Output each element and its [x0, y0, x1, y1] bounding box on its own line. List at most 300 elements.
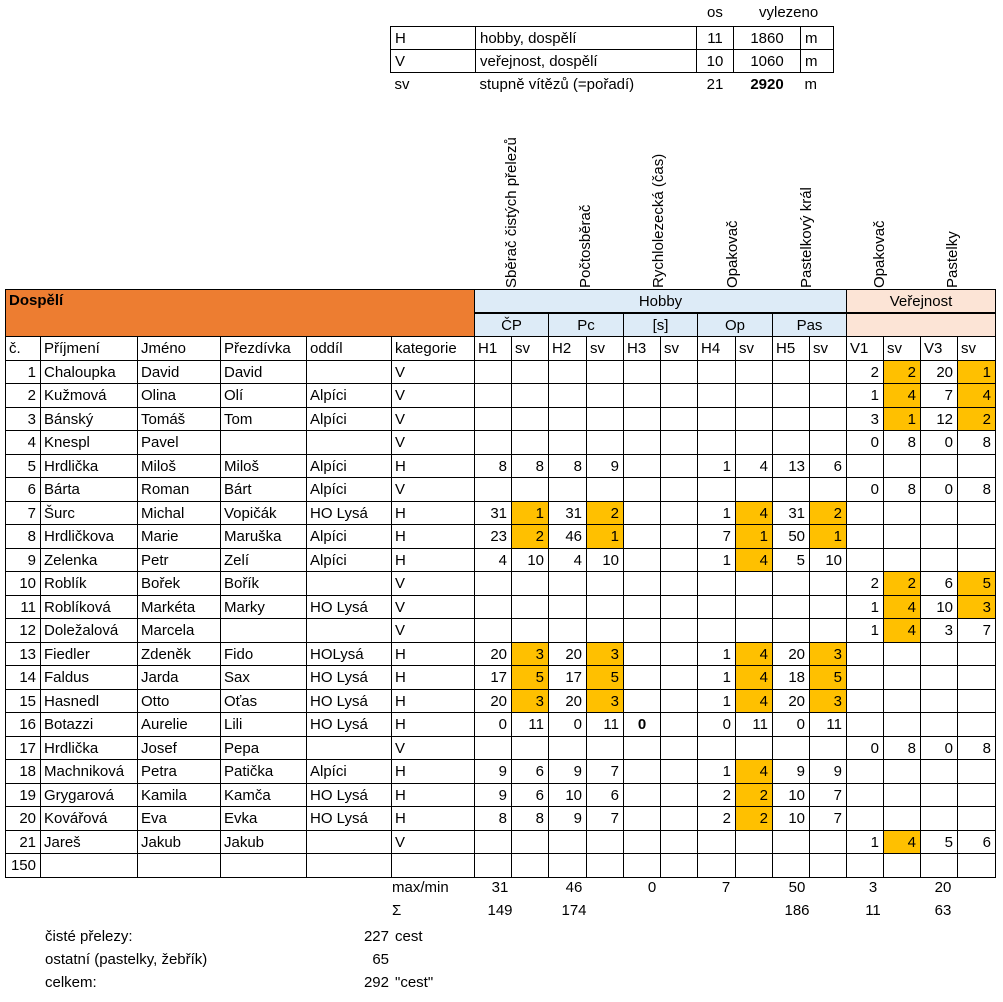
row-value — [920, 783, 958, 808]
row-value: 6 — [809, 454, 847, 479]
row-club — [306, 853, 392, 878]
row-category: H — [391, 501, 475, 526]
row-last-name: Kovářová — [40, 806, 138, 831]
row-value: 3 — [846, 407, 884, 432]
row-value: 1 — [846, 383, 884, 408]
row-value: 4 — [735, 548, 773, 573]
row-value — [883, 689, 921, 714]
row-category: V — [391, 595, 475, 620]
row-value — [623, 830, 661, 855]
row-last-name: Hasnedl — [40, 689, 138, 714]
column-header: H5 — [772, 336, 810, 361]
column-header: sv — [511, 336, 549, 361]
row-value — [660, 712, 698, 737]
row-value — [548, 383, 587, 408]
column-header: H3 — [623, 336, 661, 361]
row-value: 12 — [920, 407, 958, 432]
row-value: 20 — [548, 642, 587, 667]
row-value: 8 — [883, 477, 921, 502]
row-last-name: Botazzi — [40, 712, 138, 737]
summary-desc: stupně vítězů (=pořadí) — [479, 75, 635, 93]
row-first-name: Jakub — [137, 830, 221, 855]
row-value — [623, 501, 661, 526]
row-value: 3 — [809, 642, 847, 667]
row-value: 8 — [548, 454, 587, 479]
row-value — [920, 642, 958, 667]
maxmin-value: 20 — [934, 879, 952, 896]
row-last-name: Doležalová — [40, 618, 138, 643]
row-value: 7 — [586, 759, 624, 784]
row-value — [511, 360, 549, 385]
column-header: V3 — [920, 336, 958, 361]
summary-os: 21 — [706, 75, 724, 93]
row-value: 2 — [586, 501, 624, 526]
row-value — [809, 477, 847, 502]
row-value — [920, 689, 958, 714]
row-value — [957, 853, 996, 878]
sigma-value: 149 — [487, 902, 513, 919]
row-first-name: Eva — [137, 806, 221, 831]
row-last-name: Chaloupka — [40, 360, 138, 385]
row-value — [957, 783, 996, 808]
row-value: 6 — [511, 783, 549, 808]
row-club: HO Lysá — [306, 501, 392, 526]
row-first-name: Zdeněk — [137, 642, 221, 667]
summary-code: sv — [394, 75, 410, 93]
rotated-header-v-pas: Pastelky — [944, 231, 961, 288]
row-value — [846, 548, 884, 573]
row-value — [623, 477, 661, 502]
row-value: 6 — [511, 759, 549, 784]
row-value: 2 — [883, 571, 921, 596]
row-first-name: Aurelie — [137, 712, 221, 737]
rotated-header-pas: Pastelkový král — [798, 187, 815, 288]
row-value: 9 — [474, 759, 512, 784]
row-nickname: Fido — [220, 642, 307, 667]
row-category: H — [391, 642, 475, 667]
row-value: 10 — [586, 548, 624, 573]
row-value: 23 — [474, 524, 512, 549]
row-value — [846, 712, 884, 737]
row-value: 13 — [772, 454, 810, 479]
row-value — [474, 407, 512, 432]
row-first-name: David — [137, 360, 221, 385]
rotated-header-time: Rychlolezecká (čas) — [650, 153, 667, 288]
row-value — [623, 383, 661, 408]
row-value — [883, 501, 921, 526]
summary-os: 10 — [697, 50, 734, 73]
footer-unit: "cest" — [395, 974, 434, 991]
column-header: Přezdívka — [220, 336, 307, 361]
row-value — [735, 360, 773, 385]
row-value — [809, 595, 847, 620]
row-value: 3 — [957, 595, 996, 620]
row-nickname: Patička — [220, 759, 307, 784]
row-value: 1 — [697, 501, 736, 526]
row-value: 1 — [846, 618, 884, 643]
row-value — [548, 595, 587, 620]
row-nickname: Kamča — [220, 783, 307, 808]
row-value — [846, 853, 884, 878]
row-value — [660, 853, 698, 878]
row-club — [306, 618, 392, 643]
row-last-name: Jareš — [40, 830, 138, 855]
row-value — [735, 830, 773, 855]
row-first-name: Olina — [137, 383, 221, 408]
row-value: 0 — [920, 736, 958, 761]
group-verejnost: Veřejnost — [846, 289, 996, 313]
row-value — [957, 806, 996, 831]
column-header: sv — [957, 336, 996, 361]
summary-row — [391, 27, 834, 50]
maxmin-value: 0 — [647, 879, 657, 896]
row-first-name: Tomáš — [137, 407, 221, 432]
column-header: sv — [883, 336, 921, 361]
summary-desc: hobby, dospělí — [476, 27, 697, 50]
row-value: 0 — [623, 712, 661, 737]
row-value — [809, 830, 847, 855]
row-value — [511, 736, 549, 761]
row-value — [883, 853, 921, 878]
row-last-name: Bánský — [40, 407, 138, 432]
row-value — [623, 806, 661, 831]
row-nickname: Oťas — [220, 689, 307, 714]
row-value: 11 — [511, 712, 549, 737]
row-value — [623, 360, 661, 385]
row-category: V — [391, 430, 475, 455]
row-number: 20 — [5, 806, 41, 831]
row-value — [735, 430, 773, 455]
row-value — [883, 642, 921, 667]
summary-desc: veřejnost, dospělí — [476, 50, 697, 73]
row-value: 1 — [697, 665, 736, 690]
row-value — [883, 665, 921, 690]
row-nickname: Bárt — [220, 477, 307, 502]
row-value — [623, 524, 661, 549]
row-nickname: Lili — [220, 712, 307, 737]
column-header: H2 — [548, 336, 587, 361]
row-value — [623, 736, 661, 761]
row-value — [883, 454, 921, 479]
rotated-header-op: Opakovač — [724, 220, 741, 288]
row-value — [660, 501, 698, 526]
row-value — [846, 759, 884, 784]
row-value — [548, 853, 587, 878]
row-value — [511, 407, 549, 432]
row-value — [586, 571, 624, 596]
row-first-name: Josef — [137, 736, 221, 761]
row-value — [957, 524, 996, 549]
row-category: H — [391, 689, 475, 714]
row-value — [809, 618, 847, 643]
row-value: 1 — [697, 689, 736, 714]
row-value — [474, 595, 512, 620]
row-club — [306, 571, 392, 596]
row-value: 4 — [735, 454, 773, 479]
row-club: HO Lysá — [306, 595, 392, 620]
row-value — [511, 477, 549, 502]
row-first-name: Miloš — [137, 454, 221, 479]
row-value — [846, 665, 884, 690]
row-club: Alpíci — [306, 383, 392, 408]
row-first-name: Michal — [137, 501, 221, 526]
row-value: 0 — [697, 712, 736, 737]
summary-unit: m — [801, 27, 834, 50]
row-value — [623, 571, 661, 596]
row-value — [548, 407, 587, 432]
footer-value: 292 — [363, 974, 389, 991]
row-category: V — [391, 736, 475, 761]
row-value — [586, 360, 624, 385]
summary-vylezeno: 1060 — [734, 50, 801, 73]
row-last-name: Knespl — [40, 430, 138, 455]
row-value — [586, 383, 624, 408]
row-number: 2 — [5, 383, 41, 408]
row-category: H — [391, 759, 475, 784]
row-nickname: Maruška — [220, 524, 307, 549]
summary-table — [390, 26, 834, 95]
row-value: 10 — [772, 783, 810, 808]
row-value — [772, 383, 810, 408]
row-value: 6 — [957, 830, 996, 855]
row-value — [623, 759, 661, 784]
row-value — [660, 595, 698, 620]
row-value — [772, 360, 810, 385]
row-value — [735, 407, 773, 432]
row-value — [920, 759, 958, 784]
row-club: Alpíci — [306, 454, 392, 479]
row-category — [391, 853, 475, 878]
row-number: 15 — [5, 689, 41, 714]
row-value: 31 — [772, 501, 810, 526]
row-value — [474, 477, 512, 502]
row-value: 2 — [957, 407, 996, 432]
row-value — [957, 501, 996, 526]
row-value — [660, 407, 698, 432]
row-value — [548, 736, 587, 761]
footer-value: 65 — [372, 951, 389, 968]
row-club: HO Lysá — [306, 689, 392, 714]
row-value — [586, 736, 624, 761]
summary-unit: m — [804, 75, 817, 93]
row-value: 3 — [511, 642, 549, 667]
row-value: 6 — [586, 783, 624, 808]
row-value: 1 — [735, 524, 773, 549]
row-value: 31 — [548, 501, 587, 526]
row-category: H — [391, 783, 475, 808]
row-last-name: Hrdličkova — [40, 524, 138, 549]
row-value — [957, 689, 996, 714]
row-value — [697, 618, 736, 643]
subgroup-header: Pas — [772, 313, 847, 338]
row-value — [660, 383, 698, 408]
row-last-name: Hrdlička — [40, 736, 138, 761]
row-nickname — [220, 853, 307, 878]
maxmin-value: 50 — [788, 879, 806, 896]
row-value: 4 — [735, 642, 773, 667]
row-value — [474, 736, 512, 761]
sigma-value: 63 — [934, 902, 952, 919]
row-value: 4 — [883, 383, 921, 408]
row-value — [623, 853, 661, 878]
row-number: 10 — [5, 571, 41, 596]
row-value — [511, 830, 549, 855]
row-value — [660, 360, 698, 385]
row-value: 20 — [548, 689, 587, 714]
row-value: 5 — [957, 571, 996, 596]
row-value: 4 — [735, 501, 773, 526]
row-value — [586, 477, 624, 502]
row-number: 16 — [5, 712, 41, 737]
row-last-name: Hrdlička — [40, 454, 138, 479]
row-value — [660, 642, 698, 667]
row-value: 1 — [846, 830, 884, 855]
row-value: 0 — [846, 430, 884, 455]
row-first-name: Roman — [137, 477, 221, 502]
row-value — [957, 454, 996, 479]
row-club — [306, 430, 392, 455]
row-value: 7 — [697, 524, 736, 549]
row-value — [660, 783, 698, 808]
row-club: HO Lysá — [306, 665, 392, 690]
row-nickname: Jakub — [220, 830, 307, 855]
row-value — [623, 595, 661, 620]
column-header: V1 — [846, 336, 884, 361]
row-value — [660, 830, 698, 855]
row-value — [772, 407, 810, 432]
row-value — [623, 618, 661, 643]
row-category: H — [391, 454, 475, 479]
row-value: 8 — [957, 430, 996, 455]
row-value: 1 — [511, 501, 549, 526]
sigma-value: 11 — [865, 902, 881, 919]
row-value — [920, 454, 958, 479]
row-value: 3 — [511, 689, 549, 714]
row-value — [660, 524, 698, 549]
row-value — [809, 853, 847, 878]
maxmin-value: 46 — [565, 879, 583, 896]
row-value — [735, 477, 773, 502]
row-value — [772, 853, 810, 878]
row-value — [660, 454, 698, 479]
row-value — [586, 830, 624, 855]
row-value: 10 — [920, 595, 958, 620]
row-value — [660, 806, 698, 831]
row-last-name: Šurc — [40, 501, 138, 526]
row-value: 7 — [809, 806, 847, 831]
row-value: 3 — [809, 689, 847, 714]
row-value — [846, 689, 884, 714]
summary-vylezeno: 2920 — [750, 75, 784, 93]
row-value: 20 — [772, 642, 810, 667]
row-value — [660, 759, 698, 784]
row-value: 1 — [809, 524, 847, 549]
row-value: 0 — [548, 712, 587, 737]
row-value — [809, 571, 847, 596]
row-value — [697, 736, 736, 761]
row-value — [957, 642, 996, 667]
row-value — [772, 430, 810, 455]
row-first-name: Kamila — [137, 783, 221, 808]
row-number: 1 — [5, 360, 41, 385]
row-value: 1 — [697, 548, 736, 573]
row-nickname: Pepa — [220, 736, 307, 761]
row-value: 0 — [772, 712, 810, 737]
row-number: 18 — [5, 759, 41, 784]
row-value — [846, 501, 884, 526]
column-header: Jméno — [137, 336, 221, 361]
row-value — [883, 548, 921, 573]
row-last-name: Faldus — [40, 665, 138, 690]
row-value — [660, 571, 698, 596]
row-last-name: Roblíková — [40, 595, 138, 620]
group-hobby: Hobby — [474, 289, 847, 313]
row-value — [697, 830, 736, 855]
row-value — [809, 736, 847, 761]
row-value — [474, 360, 512, 385]
row-value — [548, 618, 587, 643]
row-value — [660, 477, 698, 502]
row-club: Alpíci — [306, 407, 392, 432]
row-number: 3 — [5, 407, 41, 432]
row-value — [623, 642, 661, 667]
row-number: 17 — [5, 736, 41, 761]
row-nickname: Bořík — [220, 571, 307, 596]
row-value — [846, 524, 884, 549]
row-number: 21 — [5, 830, 41, 855]
row-value — [772, 595, 810, 620]
row-value — [957, 548, 996, 573]
row-value — [697, 430, 736, 455]
row-value: 9 — [586, 454, 624, 479]
row-nickname: Olí — [220, 383, 307, 408]
column-header: kategorie — [391, 336, 475, 361]
row-club: HO Lysá — [306, 712, 392, 737]
column-header: sv — [660, 336, 698, 361]
row-value — [623, 689, 661, 714]
row-number: 11 — [5, 595, 41, 620]
row-value — [474, 830, 512, 855]
summary-unit: m — [801, 50, 834, 73]
maxmin-value: 3 — [868, 879, 878, 896]
row-value: 5 — [772, 548, 810, 573]
summary-col-vylezeno: vylezeno — [759, 4, 819, 21]
row-value: 9 — [809, 759, 847, 784]
row-category: V — [391, 477, 475, 502]
column-header: sv — [735, 336, 773, 361]
maxmin-value: 7 — [721, 879, 731, 896]
summary-code: V — [391, 50, 476, 73]
footer-value: 227 — [363, 928, 389, 945]
row-value: 8 — [883, 736, 921, 761]
row-number: 8 — [5, 524, 41, 549]
summary-row — [391, 50, 834, 73]
row-value: 8 — [957, 477, 996, 502]
row-value — [474, 430, 512, 455]
row-value — [660, 736, 698, 761]
row-value — [883, 759, 921, 784]
row-value — [772, 736, 810, 761]
row-value: 2 — [846, 571, 884, 596]
row-value — [623, 454, 661, 479]
subgroup-blank — [846, 313, 996, 338]
row-value — [660, 618, 698, 643]
summary-row — [391, 73, 834, 96]
column-header: č. — [5, 336, 41, 361]
row-value: 4 — [883, 618, 921, 643]
row-club: HOLysá — [306, 642, 392, 667]
sigma-value: 186 — [784, 902, 810, 919]
